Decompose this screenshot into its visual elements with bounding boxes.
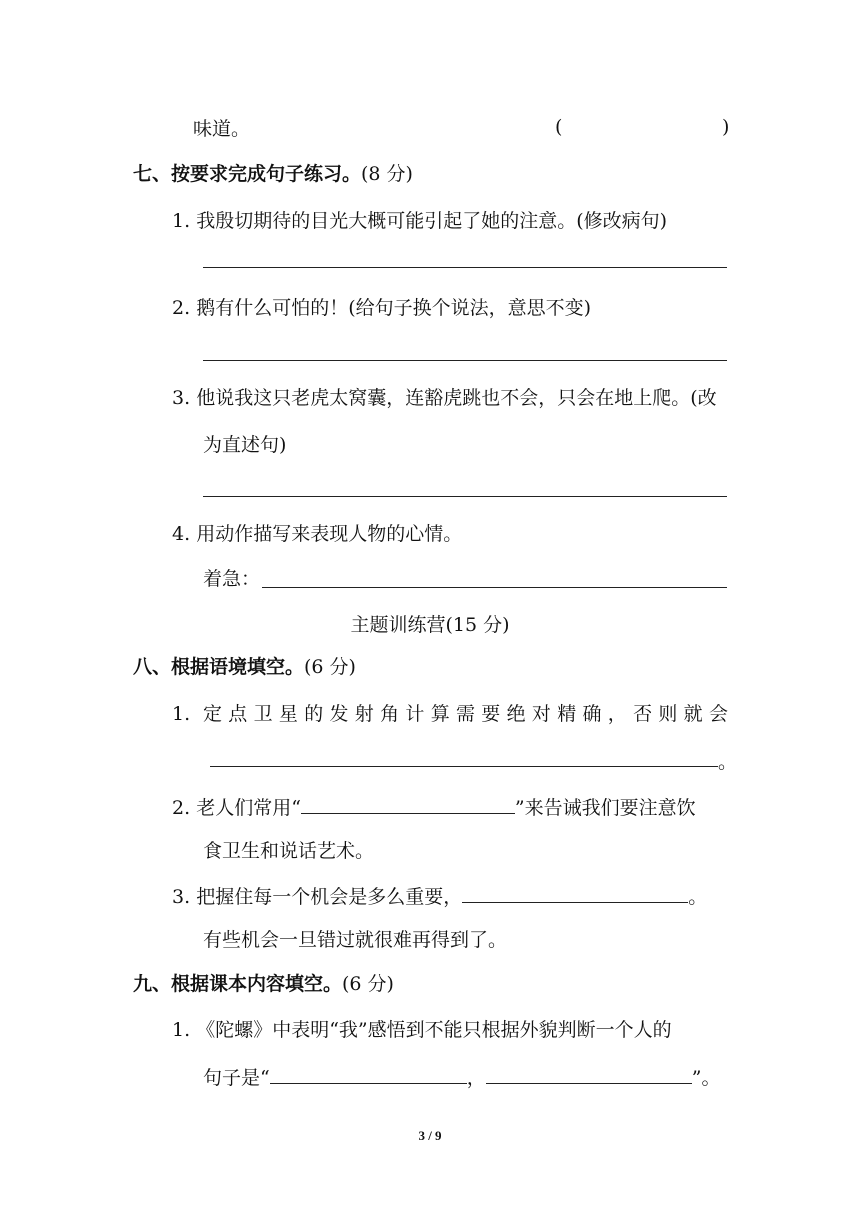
s8-q1-end: 。 [718, 751, 738, 773]
section-9-title [133, 971, 394, 997]
s7-q1 [172, 208, 667, 234]
s7-q4-prompt: 着急： [203, 568, 261, 590]
s8-q1-number: 1. [172, 703, 191, 725]
s7-q3 [172, 385, 717, 411]
s7-q2 [172, 295, 591, 321]
s8-q2-blank[interactable] [301, 793, 515, 814]
section-7-points: (8 分) [361, 163, 413, 185]
s8-q3-text-b: 有些机会一旦错过就很难再得到了。 [203, 929, 508, 951]
s7-q4-answer-line[interactable] [262, 587, 727, 588]
s8-q3-number: 3. [172, 886, 191, 908]
s8-q2-text-b: 食卫生和说话艺术。 [203, 840, 375, 862]
s9-q1-text-a: 《陀螺》中表明“我”感悟到不能只根据外貌判断一个人的 [196, 1019, 672, 1041]
prev-answer-text: 味道。 [193, 118, 251, 140]
section-7-title-text: 七、按要求完成句子练习。 [133, 163, 362, 185]
theme-camp-title: 主题训练营(15 分) [350, 614, 510, 636]
s7-q3-text-a: 他说我这只老虎太窝囊，连豁虎跳也不会，只会在地上爬。(改 [196, 387, 717, 409]
s7-q2-answer-line[interactable] [203, 360, 727, 361]
s8-q1-text: 定点卫星的发射角计算需要绝对精确，否则就会 [203, 703, 728, 725]
s7-q4-text: 用动作描写来表现人物的心情。 [196, 523, 463, 545]
s9-q1 [172, 1017, 672, 1043]
s8-q2-post: ”来告诫我们要注意饮 [514, 797, 696, 819]
s8-q3-pre: 把握住每一个机会是多么重要， [196, 886, 463, 908]
s7-q1-answer-line[interactable] [203, 267, 727, 268]
s7-q1-number: 1. [172, 210, 191, 232]
s7-q4 [172, 521, 462, 547]
s7-q2-number: 2. [172, 297, 191, 319]
section-7-title [133, 161, 413, 187]
section-8-title [133, 654, 356, 680]
s7-q4-number: 4. [172, 523, 191, 545]
s8-q3-blank[interactable] [462, 882, 688, 903]
section-9-title-text: 九、根据课本内容填空。 [133, 973, 343, 995]
s9-q1-comma: ， [466, 1067, 486, 1089]
s7-q2-text: 鹅有什么可怕的！(给句子换个说法，意思不变) [196, 297, 592, 319]
s7-q3-text-b: 为直述句) [203, 434, 287, 456]
s8-q3-end: 。 [688, 886, 708, 908]
s8-q3 [172, 882, 707, 910]
s8-q1-answer-line[interactable] [210, 766, 718, 767]
s9-q1-blank-1[interactable] [270, 1063, 467, 1084]
section-8-points: (6 分) [304, 656, 356, 678]
s8-q2-number: 2. [172, 797, 191, 819]
answer-paren-close: ) [722, 116, 730, 138]
s7-q3-answer-line[interactable] [203, 496, 727, 497]
s7-q3-number: 3. [172, 387, 191, 409]
section-8-title-text: 八、根据语境填空。 [133, 656, 305, 678]
s9-q1-pre: 句子是“ [203, 1067, 270, 1089]
s8-q2 [172, 793, 696, 821]
s9-q1-line-b [203, 1063, 720, 1091]
s7-q1-text: 我殷切期待的目光大概可能引起了她的注意。(修改病句) [196, 210, 668, 232]
section-9-points: (6 分) [342, 973, 394, 995]
page-number: 3 / 9 [418, 1128, 442, 1143]
s9-q1-blank-2[interactable] [486, 1063, 692, 1084]
s9-q1-end: ”。 [691, 1067, 721, 1089]
s9-q1-number: 1. [172, 1019, 191, 1041]
s8-q2-pre: 老人们常用“ [196, 797, 301, 819]
answer-paren-open: ( [555, 116, 563, 138]
